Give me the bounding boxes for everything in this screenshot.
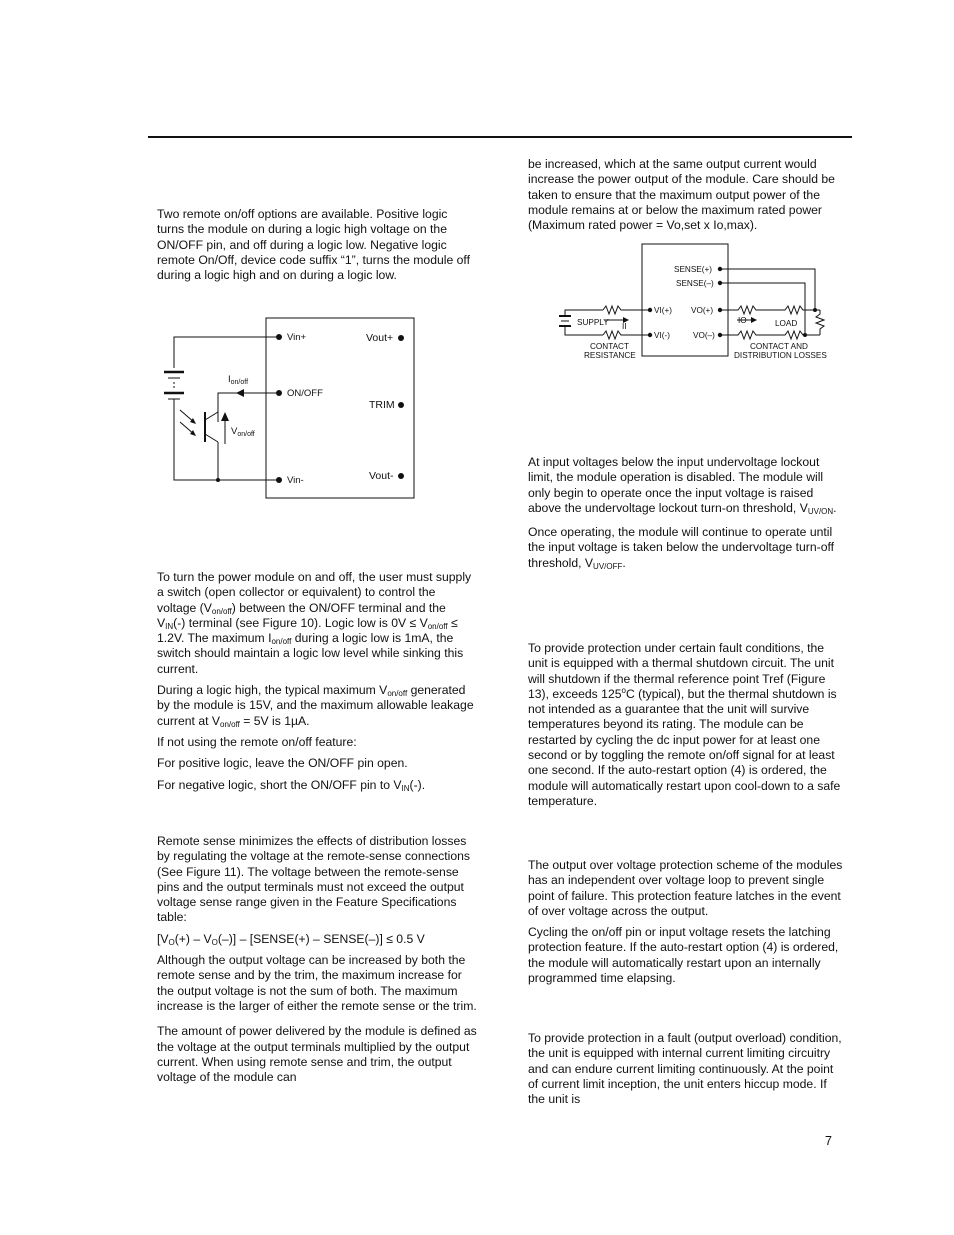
contact-label: CONTACT [590, 342, 629, 351]
over-voltage-section [528, 858, 846, 992]
io-label: IO [738, 316, 747, 325]
vi-plus-label: VI(+) [654, 306, 672, 315]
load-label: LOAD [775, 319, 798, 328]
ii-label: II [622, 322, 627, 331]
over-current-section [528, 1031, 846, 1113]
sense-minus-label: SENSE(–) [676, 279, 714, 288]
sense-paragraph-1: Remote sense minimizes the effects of distribution losses by regulating the voltage at the remote-sense connections (See Figure 11). The voltage between the remote-sense pins and the output terminals must not exceed the output voltage sense range given in the Feature Specifications table: [157, 834, 471, 925]
distribution-losses-label: DISTRIBUTION LOSSES [734, 351, 827, 360]
onoff-paragraph-3: If not using the remote on/off feature: [157, 734, 357, 749]
ovp-paragraph-1: The output over voltage protection scheme of the modules has an independent over voltage loop to prevent single point of failure. This protection feature latches in the event of over voltage across the output. [528, 858, 843, 918]
vo-plus-label: VO(+) [691, 306, 714, 315]
vout-minus-label: Vout- [369, 470, 394, 482]
onoff-paragraph-1: To turn the power module on and off, the user must supply a switch (open collector or equivalent) to control the voltage $(V_{on/off})$ between the ON/OFF terminal and the $V_{IN}(-)$ terminal (see Figure 10). Logic low is $0V \le V_{on/off} \le 1.2V$. The maximum $I_{on/off}$ during a logic low is 1mA, the switch should maintain a logic low level while sinking this current. [157, 570, 472, 676]
uvlo-paragraph-2: Once operating, the module will continue to operate until the input voltage is taken below the undervoltage turn-off threshold, $V_{UV/OFF}$. [528, 525, 835, 571]
figure-11-remote-sense-circuit [555, 240, 845, 365]
sense-paragraph-2: Although the output voltage can be increased by both the remote sense and by the trim, the maximum increase for the output voltage is not the sum of both. The maximum increase is the larger of either the remote sense or the trim. [157, 953, 477, 1013]
vo-minus-label: VO(–) [693, 331, 715, 340]
sense-equation: $[V_O(+) - V_O(-)]$ – [SENSE(+) – SENSE(–)] ≤ 0.5 V [157, 931, 425, 947]
undervoltage-lockout-section [528, 455, 846, 577]
v-onoff-label: $V_{on/off}$ [231, 426, 255, 438]
vin-minus-label: Vin- [287, 475, 304, 486]
i-onoff-label: $I_{on/off}$ [228, 374, 249, 386]
resistance-label: RESISTANCE [584, 351, 636, 360]
thermal-paragraph: To provide protection under certain fault conditions, the unit is equipped with a thermal shutdown circuit. The unit will shutdown if the thermal reference point Tref (Figure 13), exceeds 125$^o$C (typical), but the thermal shutdown is not intended as a guarantee that the unit will survive temperatures beyond its rating. The module can be restarted by cycling the dc input power for at least one second or by toggling the remote on/off signal for at least one second. If the auto-restart option (4) is ordered, the module will automatically restart upon cool-down to a safe temperature. [528, 641, 841, 808]
remote-onoff-paragraph: Two remote on/off options are available. Positive logic turns the module on during a logic high voltage on the ON/OFF pin, and off during a logic low. Negative logic remote On/Off, device code suffix “1”, turns the module off during a logic high and on during a logic low. [157, 207, 470, 283]
continuation-paragraph: be increased, which at the same output current would increase the power output of the module. Care should be taken to ensure that the maximum output power of the module remains at or below the maximum rated power (Maximum rated power = Vo,set x Io,max). [528, 157, 835, 233]
supply-label: SUPPLY [577, 318, 609, 327]
onoff-label: ON/OFF [287, 388, 323, 399]
onoff-paragraph-4: For positive logic, leave the ON/OFF pin open. [157, 756, 408, 771]
ovp-paragraph-2: Cycling the on/off pin or input voltage resets the latching protection feature. If the auto-restart option (4) is ordered, the module will automatically restart upon an internally programmed time elapsing. [528, 925, 839, 986]
thermal-shutdown-section [528, 641, 846, 815]
figure-10-remote-onoff-circuit [150, 310, 430, 510]
remote-onoff-intro [157, 207, 477, 289]
vin-plus-label: Vin+ [287, 332, 307, 343]
sense-plus-label: SENSE(+) [674, 265, 712, 274]
vout-plus-label: Vout+ [366, 332, 394, 344]
sense-paragraph-3: The amount of power delivered by the module is defined as the voltage at the output terminals multiplied by the output current. When using remote sense and trim, the output voltage of the module can [157, 1024, 477, 1085]
remote-onoff-details [157, 570, 477, 799]
header-rule [148, 136, 852, 138]
ocp-paragraph: To provide protection in a fault (output overload) condition, the unit is equipped with internal current limiting circuitry and can endure current limiting continuously. At the point of current limit inception, the unit enters hiccup mode. If the unit is [528, 1031, 842, 1107]
remote-sense-section [157, 834, 477, 1091]
page-number: 7 [825, 1134, 832, 1148]
trim-label: TRIM [369, 399, 395, 411]
contact-and-label: CONTACT AND [750, 342, 808, 351]
power-continuation [528, 157, 846, 239]
vi-minus-label: VI(-) [654, 331, 670, 340]
onoff-paragraph-5: For negative logic, short the ON/OFF pin to $V_{IN}(-)$. [157, 777, 426, 793]
uvlo-paragraph-1: At input voltages below the input undervoltage lockout limit, the module operation is disabled. The module will only begin to operate once the input voltage is raised above the undervoltage lockout turn-on threshold, $V_{UV/ON}$. [528, 455, 837, 516]
onoff-paragraph-2: During a logic high, the typical maximum $V_{on/off}$ generated by the module is 15V, and the maximum allowable leakage current at $V_{on/off} = 5V$ is 1µA. [157, 683, 474, 729]
